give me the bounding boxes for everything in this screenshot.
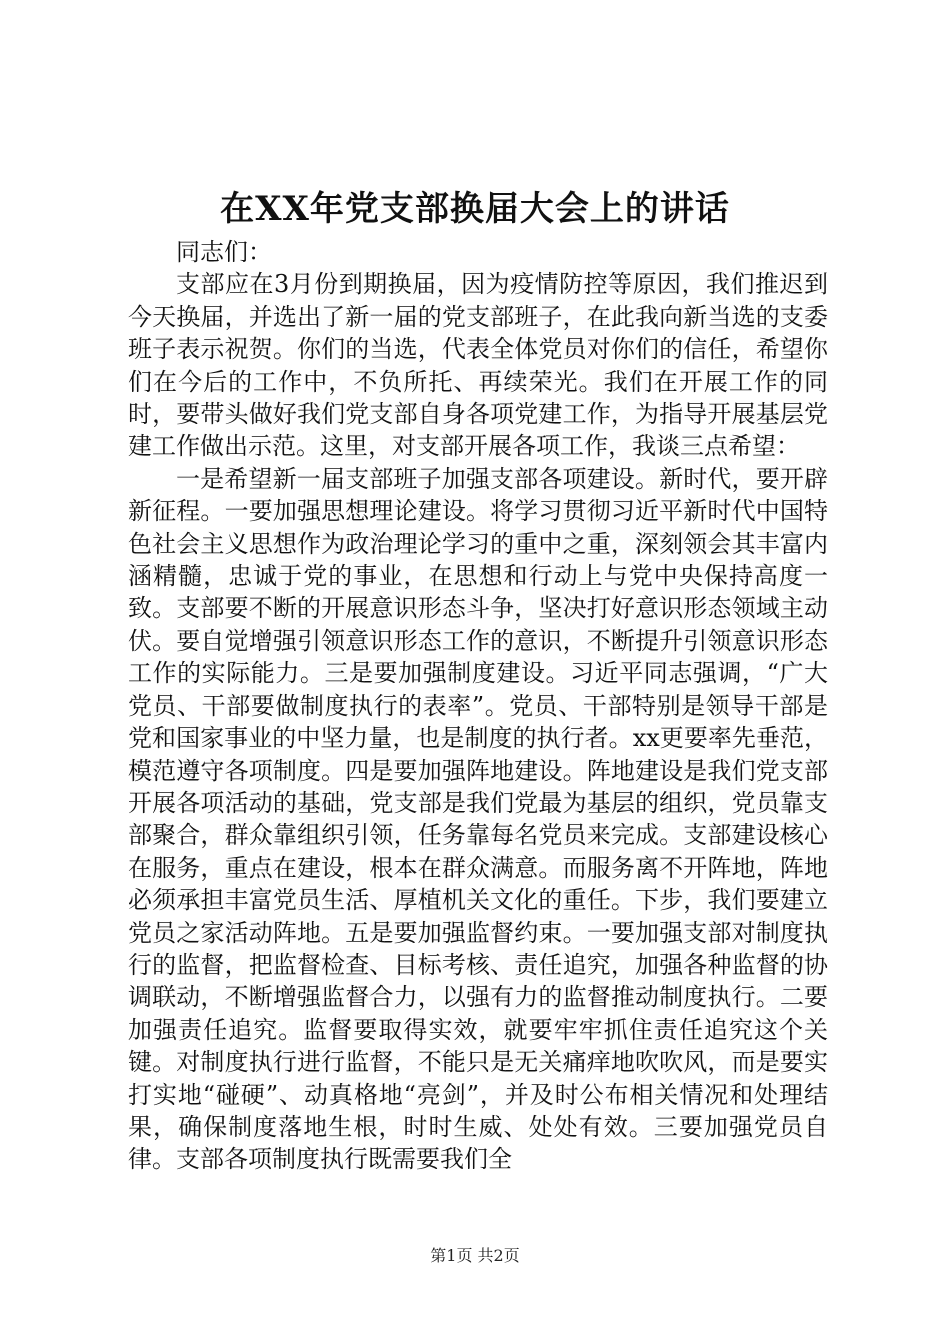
paragraph-1: 支部应在3月份到期换届，因为疫情防控等原因，我们推迟到今天换届，并选出了新一届的党支部班子，在此我向新当选的支委班子表示祝贺。你们的当选，代表全体党员对你们的信任，希望你们在今后的工作中，不负所托、再续荣光。我们在开展工作的同时，要带头做好我们党支部自身各项党建工作，为指导开展基层党建工作做出示范。这里，对支部开展各项工作，我谈三点希望： <box>128 270 828 461</box>
paragraph-2: 一是希望新一届支部班子加强支部各项建设。新时代，要开辟新征程。一要加强思想理论建设。将学习贯彻习近平新时代中国特色社会主义思想作为政治理论学习的重中之重，深刻领会其丰富内涵精髓，忠诚于党的事业，在思想和行动上与党中央保持高度一致。支部要不断的开展意识形态斗争，坚决打好意识形态领域主动伏。要自觉增强引领意识形态工作的意识，不断提升引领意识形态工作的实际能力。三是要加强制度建设。习近平同志强调，“广大党员、干部要做制度执行的表率”。党员、干部特别是领导干部是党和国家事业的中坚力量，也是制度的执行者。xx更要率先垂范，模范遵守各项制度。四是要加强阵地建设。阵地建设是我们党支部开展各项活动的基础，党支部是我们党最为基层的组织，党员靠支部聚合，群众靠组织引领，任务靠每名党员来完成。支部建设核心在服务，重点在建设，根本在群众满意。而服务离不开阵地，阵地必须承担丰富党员生活、厚植机关文化的重任。下步，我们要建立党员之家活动阵地。五是要加强监督约束。一要加强支部对制度执行的监督，把监督检查、目标考核、责任追究，加强各种监督的协调联动，不断增强监督合力，以强有力的监督推动制度执行。二要加强责任追究。监督要取得实效，就要牢牢抓住责任追究这个关键。对制度执行进行监督，不能只是无关痛痒地吹吹风，而是要实打实地“碰硬”、动真格地“亮剑”，并及时公布相关情况和处理结果，确保制度落地生根，时时生威、处处有效。三要加强党员自律。支部各项制度执行既需要我们全 <box>128 464 828 1174</box>
document-title: 在XX年党支部换届大会上的讲话 <box>220 189 730 229</box>
document-body <box>128 236 828 1176</box>
page-number: 第1页 共2页 <box>430 1246 520 1265</box>
salutation: 同志们： <box>176 238 272 266</box>
